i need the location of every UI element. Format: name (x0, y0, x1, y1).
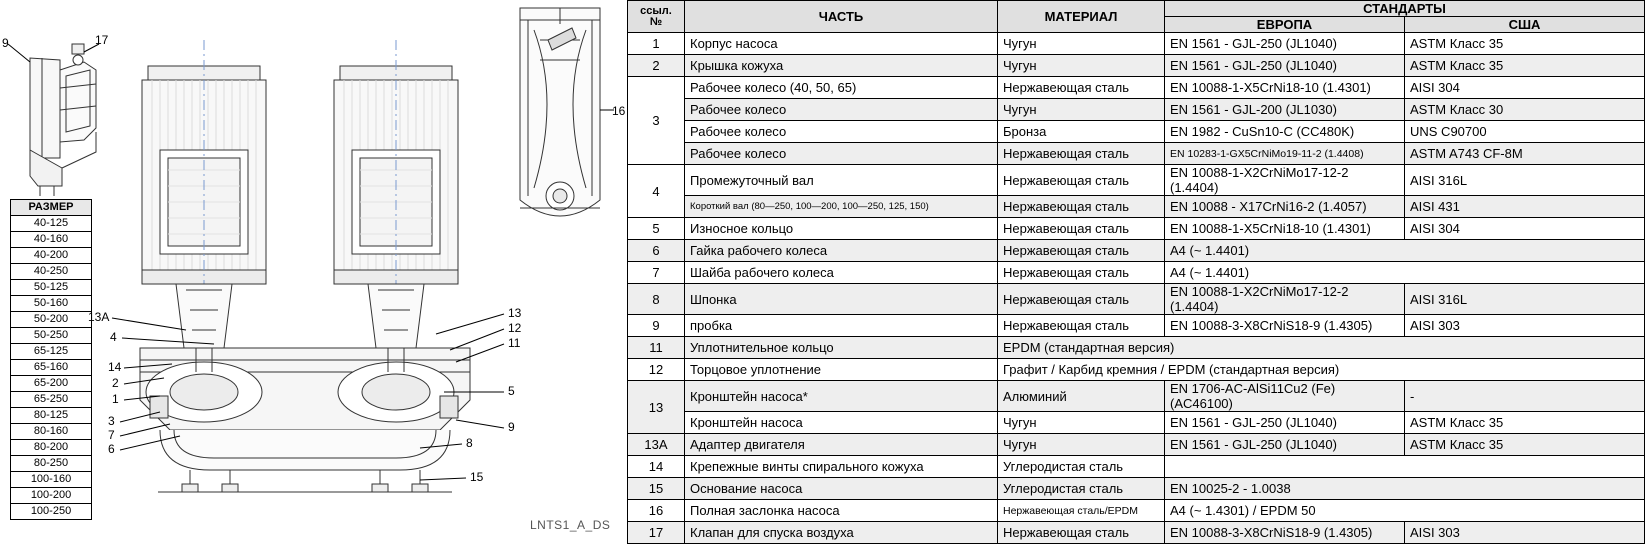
cell-europe: EN 10088-3-X8CrNiS18-9 (1.4305) (1165, 315, 1405, 337)
size-row: 80-160 (11, 424, 92, 440)
cell-material: Графит / Карбид кремния / EPDM (стандартная версия) (998, 359, 1645, 381)
size-row: 80-250 (11, 456, 92, 472)
cell-part: Рабочее колесо (40, 50, 65) (685, 77, 998, 99)
table-row (628, 500, 1645, 522)
table-row (628, 284, 1645, 315)
cell-usa: UNS C90700 (1405, 121, 1645, 143)
spec-table-body (628, 33, 1645, 544)
cell-ref: 17 (628, 522, 685, 544)
cell-part: Корпус насоса (685, 33, 998, 55)
cell-material: Нержавеющая сталь (998, 284, 1165, 315)
cell-ref: 1 (628, 33, 685, 55)
table-row (628, 412, 1645, 434)
cell-ref: 4 (628, 165, 685, 218)
size-row: 80-125 (11, 408, 92, 424)
cell-material: Нержавеющая сталь (998, 522, 1165, 544)
table-row (628, 262, 1645, 284)
size-row: 80-200 (11, 440, 92, 456)
size-row: 100-160 (11, 472, 92, 488)
cell-usa: AISI 316L (1405, 284, 1645, 315)
size-table (10, 199, 92, 520)
pump-casing-section (140, 348, 470, 430)
table-row (628, 359, 1645, 381)
cell-ref: 13A (628, 434, 685, 456)
cell-ref: 13 (628, 381, 685, 434)
size-row: 40-200 (11, 248, 92, 264)
cell-material: Бронза (998, 121, 1165, 143)
table-row (628, 99, 1645, 121)
size-row: 40-160 (11, 232, 92, 248)
parts-specification-table (627, 0, 1645, 544)
callout-1: 1 (112, 392, 119, 406)
cell-europe: EN 1561 - GJL-200 (JL1030) (1165, 99, 1405, 121)
cell-part: пробка (685, 315, 998, 337)
table-row (628, 77, 1645, 99)
cell-usa: ASTM Класс 30 (1405, 99, 1645, 121)
cell-material: Углеродистая сталь (998, 456, 1165, 478)
callout-11: 11 (508, 336, 521, 350)
cell-ref: 14 (628, 456, 685, 478)
header-europe: ЕВРОПА (1165, 17, 1405, 33)
header-ref (628, 1, 685, 33)
cell-europe: EN 1706-AC-AlSi11Cu2 (Fe) (AC46100) (1165, 381, 1405, 412)
cell-part: Рабочее колесо (685, 99, 998, 121)
header-usa: США (1405, 17, 1645, 33)
cell-ref: 11 (628, 337, 685, 359)
cell-ref: 2 (628, 55, 685, 77)
cell-europe: A4 (~ 1.4401) (1165, 262, 1645, 284)
section-view-valve (520, 8, 600, 216)
cell-europe: EN 10283-1-GX5CrNiMo19-11-2 (1.4408) (1165, 143, 1405, 165)
cell-part: Крышка кожуха (685, 55, 998, 77)
cell-part: Уплотнительное кольцо (685, 337, 998, 359)
cell-usa: ASTM A743 CF-8M (1405, 143, 1645, 165)
cell-part: Износное кольцо (685, 218, 998, 240)
cell-material: Чугун (998, 33, 1165, 55)
cell-europe: A4 (~ 1.4301) / EPDM 50 (1165, 500, 1645, 522)
table-row (628, 434, 1645, 456)
cell-ref: 16 (628, 500, 685, 522)
cell-material: Нержавеющая сталь (998, 77, 1165, 99)
size-row: 100-200 (11, 488, 92, 504)
size-row: 65-125 (11, 344, 92, 360)
cell-part: Основание насоса (685, 478, 998, 500)
table-row (628, 55, 1645, 77)
cell-europe: EN 1982 - CuSn10-C (CC480K) (1165, 121, 1405, 143)
cell-part: Крепежные винты спирального кожуха (685, 456, 998, 478)
size-row: 50-125 (11, 280, 92, 296)
header-material: МАТЕРИАЛ (998, 1, 1165, 33)
callout-5: 5 (508, 384, 515, 398)
callout-12: 12 (508, 321, 522, 335)
pump-technical-drawing (0, 0, 626, 543)
cell-usa: AISI 304 (1405, 77, 1645, 99)
cell-europe: EN 10025-2 - 1.0038 (1165, 478, 1645, 500)
cell-material: Чугун (998, 99, 1165, 121)
size-row: 50-200 (11, 312, 92, 328)
cell-europe: A4 (~ 1.4401) (1165, 240, 1645, 262)
size-row: 40-250 (11, 264, 92, 280)
cell-usa: AISI 303 (1405, 522, 1645, 544)
cell-europe: EN 1561 - GJL-250 (JL1040) (1165, 434, 1405, 456)
header-ref-line2: № (649, 15, 663, 28)
motor-left (142, 40, 266, 300)
cell-material: Нержавеющая сталь (998, 196, 1165, 218)
callout-13: 13 (508, 306, 522, 320)
side-view-valve (30, 44, 96, 196)
table-row (628, 143, 1645, 165)
size-row: 50-250 (11, 328, 92, 344)
cell-part: Клапан для спуска воздуха (685, 522, 998, 544)
table-row (628, 218, 1645, 240)
cell-europe: EN 10088-3-X8CrNiS18-9 (1.4305) (1165, 522, 1405, 544)
cell-europe: EN 10088-1-X2CrNiMo17-12-2 (1.4404) (1165, 284, 1405, 315)
callout-2: 2 (112, 376, 119, 390)
cell-ref: 5 (628, 218, 685, 240)
cell-part: Промежуточный вал (685, 165, 998, 196)
cell-part: Адаптер двигателя (685, 434, 998, 456)
size-row: 40-125 (11, 216, 92, 232)
size-row: 65-160 (11, 360, 92, 376)
callout-13a: 13A (88, 310, 110, 324)
cell-material: Нержавеющая сталь (998, 262, 1165, 284)
cell-material: Нержавеющая сталь (998, 165, 1165, 196)
table-row (628, 381, 1645, 412)
cell-material: Углеродистая сталь (998, 478, 1165, 500)
table-row (628, 240, 1645, 262)
table-row (628, 315, 1645, 337)
size-row: 65-200 (11, 376, 92, 392)
cell-europe: EN 1561 - GJL-250 (JL1040) (1165, 55, 1405, 77)
drawing-code: LNTS1_A_DS (530, 518, 611, 532)
cell-ref: 7 (628, 262, 685, 284)
motor-right (334, 40, 458, 300)
size-row: 50-160 (11, 296, 92, 312)
cell-part: Рабочее колесо (685, 143, 998, 165)
cell-part: Кронштейн насоса* (685, 381, 998, 412)
table-row (628, 337, 1645, 359)
callout-9-top: 9 (2, 36, 9, 50)
callout-6: 6 (108, 442, 115, 456)
cell-material: Нержавеющая сталь (998, 218, 1165, 240)
size-table-title: РАЗМЕР (11, 200, 92, 216)
size-row: 65-250 (11, 392, 92, 408)
cell-ref: 9 (628, 315, 685, 337)
cell-material: Нержавеющая сталь (998, 143, 1165, 165)
cell-usa: ASTM Класс 35 (1405, 434, 1645, 456)
cell-material: Нержавеющая сталь (998, 240, 1165, 262)
table-row (628, 522, 1645, 544)
cell-ref: 3 (628, 77, 685, 165)
motor-adapter-brackets (176, 284, 424, 348)
callout-17: 17 (95, 33, 109, 47)
header-ref-line1: ссыл. (640, 4, 672, 17)
cell-usa: AISI 303 (1405, 315, 1645, 337)
table-row (628, 456, 1645, 478)
cell-ref: 6 (628, 240, 685, 262)
cell-usa: ASTM Класс 35 (1405, 412, 1645, 434)
callout-9-bottom: 9 (508, 420, 515, 434)
cell-part: Гайка рабочего колеса (685, 240, 998, 262)
callout-8: 8 (466, 436, 473, 450)
cell-europe: EN 10088 - X17CrNi16-2 (1.4057) (1165, 196, 1405, 218)
callout-3: 3 (108, 414, 115, 428)
spec-table-head (628, 1, 1645, 33)
cell-part: Рабочее колесо (685, 121, 998, 143)
cell-europe: EN 10088-1-X5CrNi18-10 (1.4301) (1165, 77, 1405, 99)
table-row (628, 165, 1645, 196)
callout-14: 14 (108, 360, 122, 374)
cell-usa: AISI 304 (1405, 218, 1645, 240)
cell-europe: EN 10088-1-X5CrNi18-10 (1.4301) (1165, 218, 1405, 240)
cell-part: Торцовое уплотнение (685, 359, 998, 381)
cell-ref: 12 (628, 359, 685, 381)
callout-7: 7 (108, 428, 115, 442)
cell-part: Кронштейн насоса (685, 412, 998, 434)
cell-ref: 8 (628, 284, 685, 315)
callout-15: 15 (470, 470, 484, 484)
cell-material: Алюминий (998, 381, 1165, 412)
cell-europe: EN 1561 - GJL-250 (JL1040) (1165, 33, 1405, 55)
cell-usa: ASTM Класс 35 (1405, 55, 1645, 77)
cell-ref: 15 (628, 478, 685, 500)
cell-material: Чугун (998, 434, 1165, 456)
cell-material: Нержавеющая сталь (998, 315, 1165, 337)
cell-material: Нержавеющая сталь/EPDM (998, 500, 1165, 522)
cell-usa: AISI 316L (1405, 165, 1645, 196)
cell-usa: - (1405, 381, 1645, 412)
callout-4: 4 (110, 330, 117, 344)
cell-part: Короткий вал (80—250, 100—200, 100—250, 125, 150) (685, 196, 998, 218)
size-row: 100-250 (11, 504, 92, 520)
cell-europe: EN 1561 - GJL-250 (JL1040) (1165, 412, 1405, 434)
cell-material: Чугун (998, 55, 1165, 77)
drawing-svg (0, 0, 626, 543)
table-row (628, 33, 1645, 55)
cell-usa: AISI 431 (1405, 196, 1645, 218)
cell-europe: EN 10088-1-X2CrNiMo17-12-2 (1.4404) (1165, 165, 1405, 196)
header-standards: СТАНДАРТЫ (1165, 1, 1645, 17)
cell-part: Шайба рабочего колеса (685, 262, 998, 284)
table-row (628, 478, 1645, 500)
cell-part: Полная заслонка насоса (685, 500, 998, 522)
table-row (628, 121, 1645, 143)
cell-part: Шпонка (685, 284, 998, 315)
pump-base-and-manifold (158, 430, 452, 492)
cell-usa: ASTM Класс 35 (1405, 33, 1645, 55)
cell-europe (1165, 456, 1645, 478)
cell-material: EPDM (стандартная версия) (998, 337, 1645, 359)
header-part: ЧАСТЬ (685, 1, 998, 33)
cell-material: Чугун (998, 412, 1165, 434)
callout-16: 16 (612, 104, 626, 118)
table-row (628, 196, 1645, 218)
